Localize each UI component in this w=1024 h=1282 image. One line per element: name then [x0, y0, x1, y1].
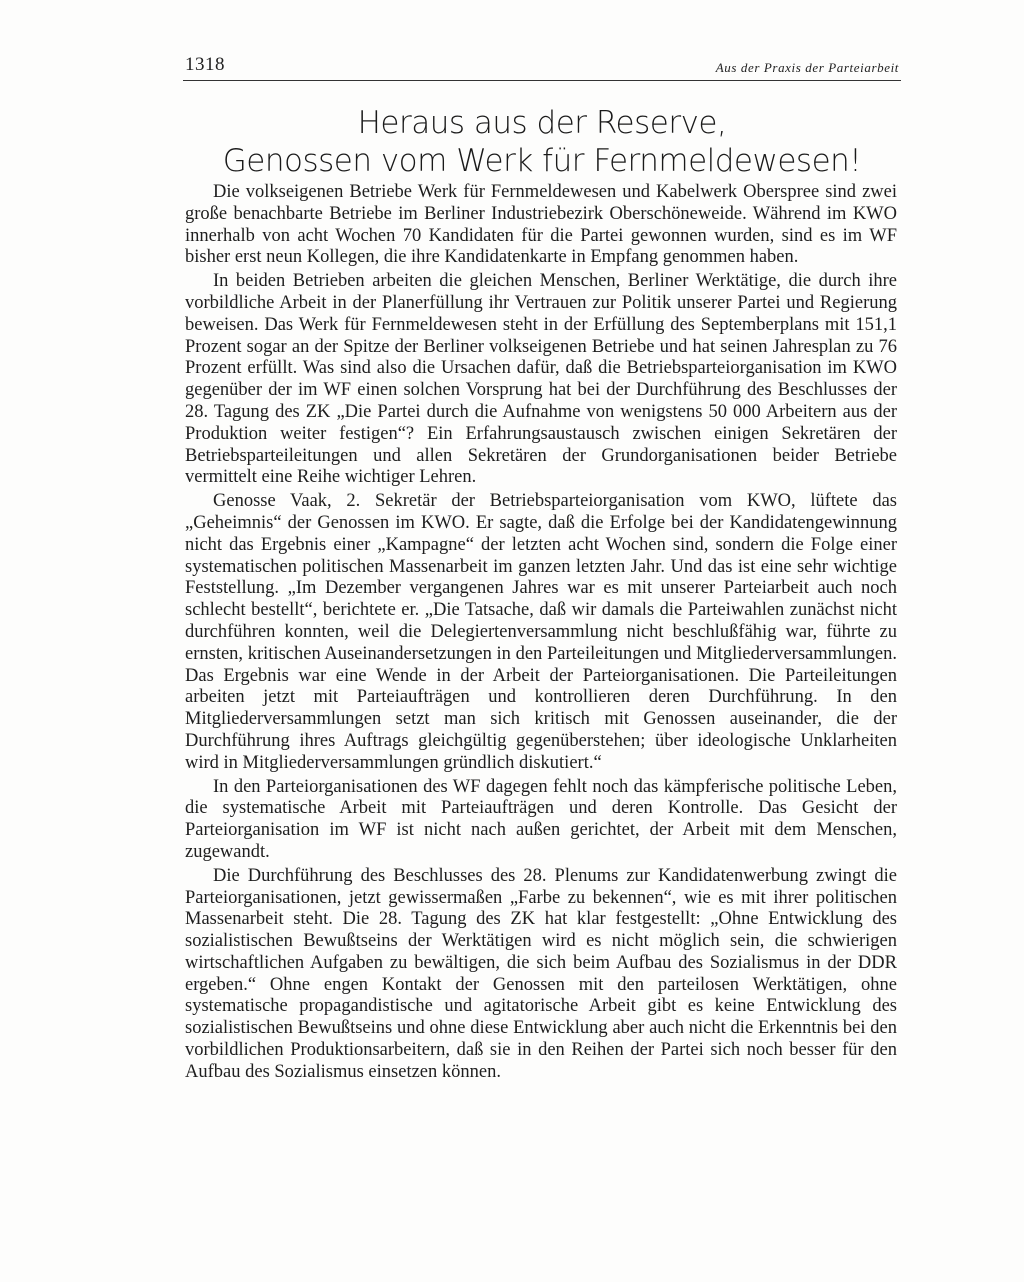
page-header: [183, 54, 901, 81]
article-title-line-1: Heraus aus der Reserve,: [357, 105, 727, 141]
paragraph-3: Genosse Vaak, 2. Sekretär der Betriebsparteiorganisation vom KWO, lüftete das „Geheimnis“ der Genossen im KWO. Er sagte, daß die Erfolge bei der Kandidatengewinnung nicht das Ergebnis einer „Kampagne“ der letzten acht Wochen sind, sondern die Folge einer systematischen politischen Massenarbeit im ganzen letzten Jahr. Und das ist eine sehr wichtige Feststellung. „Im Dezember vergangenen Jahres war es mit unserer Parteiarbeit auch noch schlecht bestellt“, berichtete er. „Die Tatsache, daß wir damals die Parteiwahlen zunächst nicht durchführen konnten, weil die Delegiertenversammlung nicht beschlußfähig war, führte zu ernsten, kritischen Auseinandersetzungen in den Parteileitungen und Mitgliederversammlungen. Das Ergebnis war eine Wende in der Arbeit der Parteiorganisationen. Die Parteileitungen arbeiten jetzt mit Parteiaufträgen und kontrollieren deren Durchführung. In den Mitgliederversammlungen setzt man sich kritisch mit Genossen auseinander, die der Durchführung ihres Auftrags gleichgültig gegenüberstehen; über ideologische Unklarheiten wird in Mitgliederversammlungen gründlich diskutiert.“: [185, 491, 897, 773]
paragraph-2: In beiden Betrieben arbeiten die gleichen Menschen, Berliner Werktätige, die durch ihre vorbildliche Arbeit in der Planerfüllung ihr Vertrauen zur Politik unserer Partei und Regierung beweisen. Das Werk für Fernmeldewesen steht in der Erfüllung des Septemberplans mit 151,1 Prozent sogar an der Spitze der Berliner volkseigenen Betriebe und hat seinen Jahresplan zu 76 Prozent erfüllt. Was sind also die Ursachen dafür, daß die Betriebsparteiorganisation im KWO gegenüber der im WF einen solchen Vorsprung hat bei der Durchführung des Beschlusses der 28. Tagung des ZK „Die Partei durch die Aufnahme von wenigstens 50 000 Arbeitern aus der Produktion weiter festigen“? Ein Erfahrungsaustausch zwischen einigen Sekretären der Betriebsparteileitungen und allen Sekretären der Grundorganisationen beider Betriebe vermittelt eine Reihe wichtiger Lehren.: [185, 271, 897, 488]
running-head: Aus der Praxis der Parteiarbeit: [715, 60, 899, 75]
article-title: [183, 104, 901, 180]
article-body: [185, 182, 897, 1084]
paragraph-5: Die Durchführung des Beschlusses des 28. Plenums zur Kandidatenwerbung zwingt die Parteiorganisationen, jetzt gewissermaßen „Farbe zu bekennen“, wie es mit ihrer politischen Massenarbeit steht. Die 28. Tagung des ZK hat klar festgestellt: „Ohne Entwicklung des sozialistischen Bewußtseins der Werktätigen wird es nicht möglich sein, die schwierigen wirtschaftlichen Aufgaben zu bewältigen, die sich beim Aufbau des Sozialismus in der DDR ergeben.“ Ohne engen Kontakt der Genossen mit den parteilosen Werktätigen, ohne systematische propagandistische und agitatorische Arbeit gibt es keine Entwicklung des sozialistischen Bewußtseins und ohne diese Entwicklung aber auch nicht die Erkenntnis bei den vorbildlichen Produktionsarbeitern, daß sie in den Reihen der Partei sich noch besser für den Aufbau des Sozialismus einsetzen können.: [185, 865, 897, 1082]
article-title-line-2: Genossen vom Werk für Fernmeldewesen!: [222, 143, 862, 179]
paragraph-1: Die volkseigenen Betriebe Werk für Fernmeldewesen und Kabelwerk Oberspree sind zwei große benachbarte Betriebe im Berliner Industriebezirk Oberschöneweide. Während im KWO innerhalb von acht Wochen 70 Kandidaten für die Partei gewonnen wurden, sind es im WF bisher erst neun Kollegen, die ihre Kandidatenkarte in Empfang genommen haben.: [185, 182, 897, 268]
page-number: 1318: [185, 54, 225, 75]
paragraph-4: In den Parteiorganisationen des WF dagegen fehlt noch das kämpferische politische Leben, die systematische Arbeit mit Parteiaufträgen und deren Kontrolle. Das Gesicht der Parteiorganisation im WF ist nicht nach außen gerichtet, der Arbeit mit dem Menschen, zugewandt.: [185, 776, 897, 862]
